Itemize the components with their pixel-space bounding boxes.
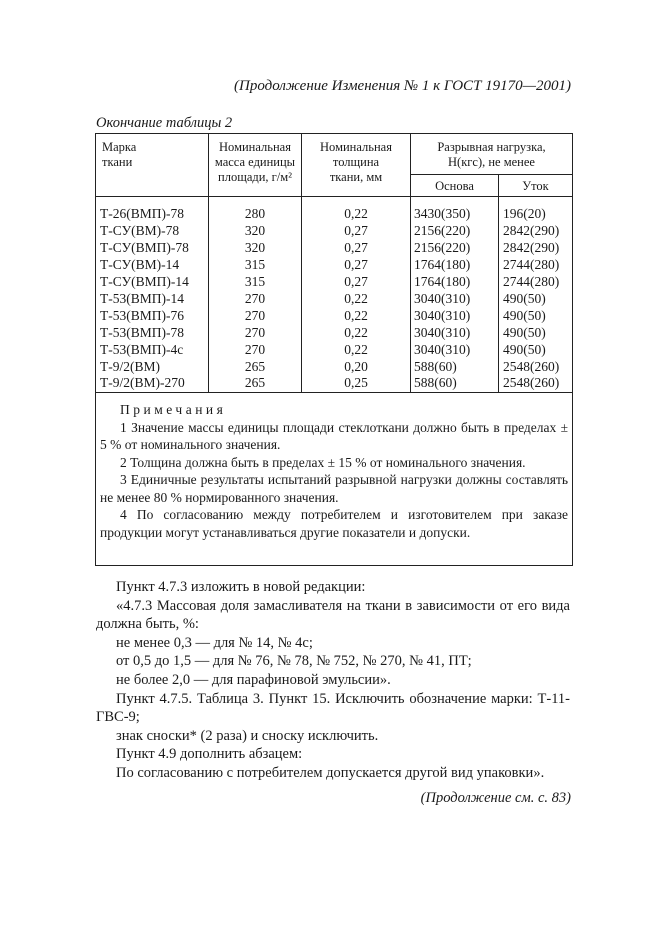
table-row: Т-СУ(ВМП)-78 320 0,27 2156(220) 2842(290): [100, 240, 560, 255]
table-row: Т-26(ВМП)-78 280 0,22 3430(350) 196(20): [100, 206, 546, 221]
header-breaking-load: Разрывная нагрузка, Н(кгс), не менее: [437, 140, 546, 169]
header-mark: Марка ткани: [102, 140, 137, 169]
table-row: Т-53(ВМП)-4с 270 0,22 3040(310) 490(50): [100, 342, 546, 357]
note-item: 2 Толщина должна быть в пределах ± 15 % от номинального значения.: [120, 454, 526, 470]
note-item: 1 Значение массы единицы площади стеклоткани должно быть в пределах ± 5 % от номинального значения.: [100, 419, 568, 452]
notes-top-rule: [96, 392, 572, 393]
paragraph: Пункт 4.7.5. Таблица 3. Пункт 15. Исключить обозначение марки: Т-11-ГВС-9;: [96, 690, 570, 726]
subheader-rule: [410, 174, 572, 175]
header-bottom-rule: [96, 196, 572, 197]
table-row: Т-СУ(ВМП)-14 315 0,27 1764(180) 2744(280): [100, 274, 560, 289]
paragraph: знак сноски* (2 раза) и сноску исключить.: [116, 727, 379, 744]
header-mass: Номинальная масса единицы площади, г/м²: [214, 140, 296, 184]
table-notes: [96, 401, 574, 541]
paragraph: от 0,5 до 1,5 — для № 76, № 78, № 752, № 270, № 41, ПТ;: [116, 653, 472, 670]
table-row: Т-9/2(ВМ) 265 0,20 588(60) 2548(260): [100, 359, 560, 374]
header-warp: Основа: [435, 179, 474, 193]
paragraph: Пункт 4.7.3 изложить в новой редакции:: [116, 579, 366, 595]
paragraph: Пункт 4.9 дополнить абзацем:: [116, 746, 303, 763]
body-text: [96, 578, 570, 783]
paragraph: не менее 0,3 — для № 14, № 4с;: [116, 634, 313, 651]
header-thickness: Номинальная толщина ткани, мм: [320, 140, 392, 184]
table-row: Т-53(ВМП)-76 270 0,22 3040(310) 490(50): [100, 308, 546, 323]
note-item: 4 По согласованию между потребителем и изготовителем при заказе продукции могут устанавливаться другие показатели и допуски.: [100, 507, 568, 540]
table-row: Т-СУ(ВМ)-14 315 0,27 1764(180) 2744(280): [100, 257, 560, 272]
data-table: [95, 133, 573, 566]
table-row: Т-СУ(ВМ)-78 320 0,27 2156(220) 2842(290): [100, 223, 560, 238]
paragraph: По согласованию с потребителем допускается другой вид упаковки».: [116, 764, 545, 781]
table-row: Т-53(ВМП)-78 270 0,22 3040(310) 490(50): [100, 325, 546, 340]
paragraph: не более 2,0 — для парафиновой эмульсии».: [116, 671, 391, 688]
table-row: Т-53(ВМП)-14 270 0,22 3040(310) 490(50): [100, 291, 546, 306]
continuation-note: (Продолжение см. с. 83): [420, 790, 571, 806]
running-header: (Продолжение Изменения № 1 к ГОСТ 19170—2001): [234, 78, 571, 94]
note-item: 3 Единичные результаты испытаний разрывной нагрузки должны составлять не менее 80 % нормированного значения.: [100, 472, 568, 505]
paragraph: «4.7.3 Массовая доля замасливателя на ткани в зависимости от его вида должна быть, %:: [96, 597, 570, 633]
header-weft: Уток: [522, 179, 549, 193]
table-row: Т-9/2(ВМ)-270 265 0,25 588(60) 2548(260): [100, 375, 560, 390]
notes-title: Примечания: [120, 402, 227, 417]
table-caption: Окончание таблицы 2: [96, 115, 233, 131]
